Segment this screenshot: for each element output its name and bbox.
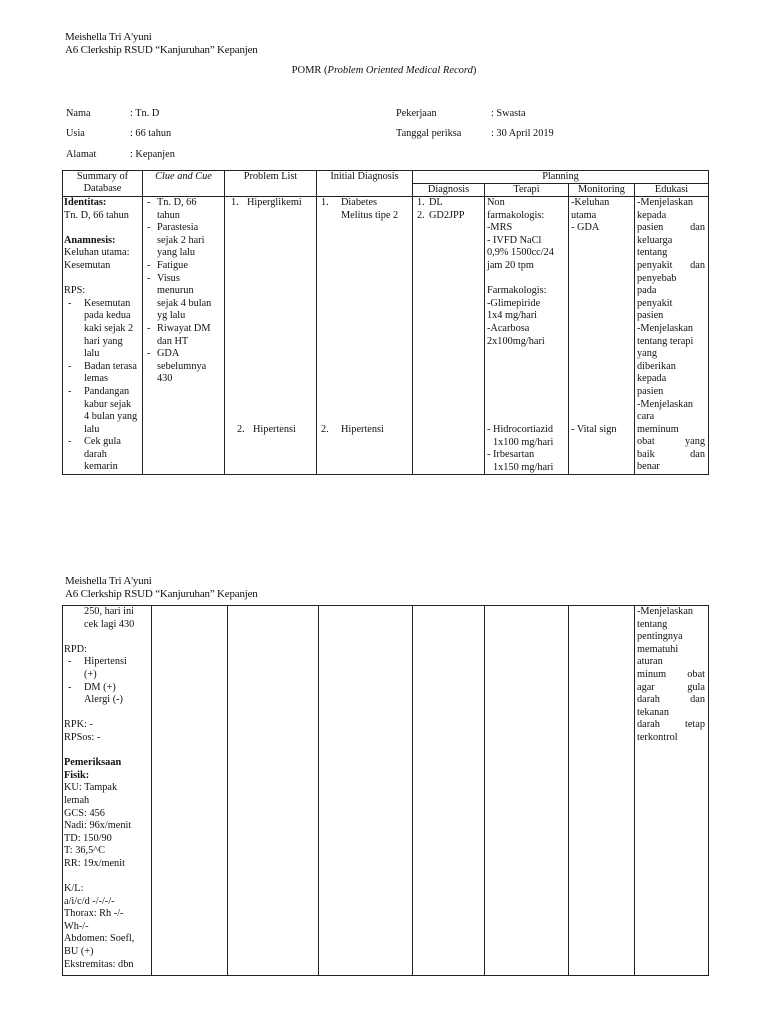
terapi-cell — [485, 197, 569, 475]
header-diagnosis — [413, 184, 485, 197]
usia-value: : 66 tahun — [130, 128, 172, 139]
text-line: lemah — [64, 794, 90, 806]
problem-list-cell-continued — [228, 606, 319, 976]
text-line: -MRS — [487, 222, 513, 234]
text-line: dan HT — [157, 335, 189, 347]
text-line: 250, hari ini — [84, 606, 135, 617]
text-line: jam 20 tpm — [487, 259, 534, 271]
text-line: - Visus — [157, 272, 180, 284]
clue-item — [143, 273, 224, 323]
text-line: GCS: 456 — [64, 807, 105, 819]
text-line: RR: 19x/menit — [64, 857, 125, 869]
text-line: Wh-/- — [64, 920, 89, 932]
text-line: -Menjelaskan — [637, 398, 694, 410]
text-line: pada — [637, 285, 657, 297]
text-line: 430 — [157, 373, 173, 385]
text-line: darah tetap — [637, 719, 705, 731]
text-line: a/i/c/d -/-/-/- — [64, 895, 115, 907]
header-planning — [413, 171, 709, 184]
text-line: farmakologis: — [487, 209, 545, 221]
rps-item — [64, 298, 142, 361]
text-line: tentang — [637, 247, 668, 259]
text-line: - DM (+) — [84, 681, 116, 693]
author-name: Meishella Tri A'yuni — [65, 31, 152, 43]
text-line: Summary of Database — [76, 171, 129, 194]
monitoring-vital-sign: - Vital sign — [571, 424, 617, 435]
text-line: DL — [429, 197, 443, 208]
text-line: -Glimepiride — [487, 297, 541, 309]
clue-item — [143, 348, 224, 386]
text-line: - Hipertensi — [84, 656, 127, 668]
text-line: pentingnya — [637, 631, 683, 643]
header-edukasi — [635, 184, 709, 197]
text-line: 0,9% 1500cc/24 — [487, 247, 554, 259]
text-line: darah dan — [637, 694, 705, 706]
text-line: 2. — [417, 209, 425, 221]
text-line: Initial Diagnosis — [330, 171, 399, 182]
pekerjaan-label: Pekerjaan — [396, 108, 437, 119]
text-line: 1. — [417, 197, 425, 208]
text-line: Planning — [542, 171, 579, 182]
terapi-hipertensi — [487, 424, 553, 474]
text-line: kepada — [637, 209, 667, 221]
text-line: Farmakologis: — [487, 285, 547, 297]
initial-diagnosis-cell-continued — [319, 606, 413, 976]
clue-item — [143, 197, 224, 222]
text-line: Hipertensi — [341, 424, 384, 435]
text-line: 1. — [321, 197, 329, 208]
text-line: pasien dan — [637, 222, 705, 234]
text-line: Fisik: — [64, 769, 90, 781]
text-line: - Tn. D, 66 — [157, 197, 197, 208]
text-line: RPD: — [64, 643, 87, 655]
monitoring-cell-continued — [569, 606, 635, 976]
text-line: Abdomen: Soefl, — [64, 933, 135, 945]
text-line: Monitoring — [578, 184, 625, 195]
text-line: Thorax: Rh -/- — [64, 908, 124, 920]
text-line: keluarga — [637, 234, 673, 246]
pekerjaan-value: : Swasta — [491, 108, 526, 119]
text-line: 2x100mg/hari — [487, 335, 545, 347]
text-line: cara — [637, 411, 655, 423]
rps-item — [64, 386, 142, 436]
summary-cell-continued — [63, 606, 152, 976]
text-line: - Parastesia — [157, 222, 199, 234]
tanggal-label: Tanggal periksa — [396, 128, 462, 139]
text-line: - Cek gula — [84, 436, 121, 448]
pomr-table-continued — [62, 605, 709, 976]
text-line: Nadi: 96x/menit — [64, 820, 132, 832]
initial-dx-item — [317, 424, 384, 437]
text-line: BU (+) — [64, 946, 94, 958]
clue-cue-cell — [143, 197, 225, 475]
clue-item — [143, 260, 224, 273]
text-line: penyakit — [637, 297, 673, 309]
text-line: Pemeriksaan — [64, 757, 122, 769]
author-name-page2: Meishella Tri A'yuni — [65, 575, 152, 587]
rps-item — [64, 361, 142, 386]
nama-label: Nama — [66, 108, 91, 119]
text-line: minum obat — [637, 668, 705, 680]
text-line: - Riwayat DM — [157, 322, 211, 334]
text-line: Problem Oriented Medical Record — [327, 65, 473, 76]
text-line: - GDA — [157, 348, 180, 360]
text-line: -Menjelaskan — [637, 606, 694, 617]
clerkship-line-page2: A6 Clerkship RSUD “Kanjuruhan” Kepanjen — [65, 588, 258, 600]
text-line: yang — [637, 348, 658, 360]
initial-diagnosis-cell — [317, 197, 413, 475]
text-line: yg lalu — [157, 310, 186, 322]
usia-label: Usia — [66, 128, 85, 139]
text-line: - Kesemutan — [84, 297, 131, 309]
text-line: 2. — [321, 424, 329, 435]
text-line: 4 bulan yang — [84, 411, 138, 423]
text-line: Alergi (-) — [84, 694, 123, 706]
text-line: (+) — [84, 668, 97, 680]
text-line: -Keluhan — [571, 197, 610, 208]
text-line: cek lagi 430 — [84, 618, 135, 630]
text-line: sebelumnya — [157, 360, 207, 372]
text-line: kemarin — [84, 461, 118, 473]
text-line: utama — [571, 209, 597, 221]
text-line: POMR ( — [291, 65, 328, 76]
clue-cue-cell-continued — [152, 606, 228, 976]
text-line: Non — [487, 197, 505, 208]
text-line: - GDA — [571, 222, 600, 234]
rps-item — [64, 436, 142, 474]
text-line: tentang — [637, 618, 668, 630]
text-line: -Menjelaskan — [637, 322, 694, 334]
text-line: benar — [637, 461, 660, 473]
text-line: Kesemutan — [64, 259, 111, 271]
text-line: Diagnosis — [427, 184, 470, 195]
text-line: Hiperglikemi — [247, 197, 302, 208]
text-line: sejak 4 bulan — [157, 297, 212, 309]
clue-item — [143, 323, 224, 348]
monitoring-cell — [569, 197, 635, 475]
text-line: kabur sejak — [84, 398, 132, 410]
tanggal-value: : 30 April 2019 — [491, 128, 554, 139]
text-line: TD: 150/90 — [64, 832, 112, 844]
text-line: Problem List — [243, 171, 298, 182]
alamat-label: Alamat — [66, 149, 97, 160]
text-line: K/L: — [64, 883, 84, 895]
text-line: lemas — [84, 373, 109, 385]
text-line: Keluhan utama: — [64, 247, 130, 259]
rpd-item — [64, 656, 151, 681]
text-line: Melitus tipe 2 — [341, 209, 399, 221]
text-line: -Acarbosa — [487, 322, 530, 334]
text-line: 1x150 mg/hari — [493, 461, 554, 473]
text-line: Clue and Cue — [155, 171, 212, 182]
edukasi-cell — [635, 197, 709, 475]
text-line: yang lalu — [157, 247, 196, 259]
terapi-cell-continued — [485, 606, 569, 976]
pomr-table — [62, 170, 709, 475]
text-line: terkontrol — [637, 731, 678, 743]
plan-dx-item — [413, 210, 484, 223]
document-title — [0, 65, 768, 76]
header-clue-cue — [143, 171, 225, 197]
problem-item — [227, 197, 316, 210]
text-line: - IVFD NaCl — [487, 234, 542, 246]
text-line: RPS: — [64, 285, 86, 297]
header-summary — [63, 171, 143, 197]
text-line: aturan — [637, 656, 663, 668]
plan-diagnosis-cell-continued — [413, 606, 485, 976]
text-line: diberikan — [637, 360, 676, 372]
text-line: Tn. D, 66 tahun — [64, 209, 129, 221]
text-line: baik dan — [637, 448, 705, 460]
text-line: KU: Tampak — [64, 782, 118, 794]
text-line: pada kedua — [84, 310, 131, 322]
text-line: obat yang — [637, 436, 705, 448]
rpd-item — [64, 682, 151, 707]
text-line: RPK: - — [64, 719, 93, 731]
text-line: menurun — [157, 285, 194, 297]
text-line: Edukasi — [654, 184, 689, 195]
text-line: GD2JPP — [429, 209, 465, 221]
text-line: 1. — [231, 197, 239, 208]
clerkship-line: A6 Clerkship RSUD “Kanjuruhan” Kepanjen — [65, 44, 258, 56]
text-line: tentang terapi — [637, 335, 694, 347]
text-line: T: 36,5^C — [64, 845, 105, 857]
text-line: RPSos: - — [64, 731, 101, 743]
clue-item — [143, 222, 224, 260]
text-line: agar gula — [637, 681, 705, 693]
header-initial-diagnosis — [317, 171, 413, 197]
text-line: - Badan terasa — [84, 360, 137, 372]
text-line: Identitas: — [64, 197, 107, 208]
header-terapi — [485, 184, 569, 197]
text-line: sejak 2 hari — [157, 234, 205, 246]
text-line: mematuhi — [637, 643, 679, 655]
edukasi-cell-continued — [635, 606, 709, 976]
text-line: kepada — [637, 373, 667, 385]
text-line: - Hidrocortiazid — [487, 424, 554, 435]
text-line: - Irbesartan — [487, 449, 535, 461]
text-line: penyebab — [637, 272, 677, 284]
problem-list-cell — [225, 197, 317, 475]
text-line: Terapi — [513, 184, 540, 195]
text-line: 2. — [237, 424, 245, 435]
text-line: -Menjelaskan — [637, 197, 694, 208]
text-line: pasien — [637, 310, 664, 322]
text-line: - Fatigue — [157, 259, 188, 271]
text-line: meminum — [637, 423, 679, 435]
text-line: Ekstremitas: dbn — [64, 958, 134, 970]
text-line: - Pandangan — [84, 385, 130, 397]
text-line: pasien — [637, 385, 664, 397]
initial-dx-item — [317, 197, 412, 222]
text-line: hari yang — [84, 335, 123, 347]
text-line: Diabetes — [341, 197, 378, 208]
text-line: Anamnesis: — [64, 234, 116, 246]
text-line: 1x4 mg/hari — [487, 310, 538, 322]
text-line: lalu — [84, 348, 100, 360]
alamat-value: : Kepanjen — [130, 149, 175, 160]
plan-diagnosis-cell — [413, 197, 485, 475]
text-line: lalu — [84, 423, 100, 435]
problem-item — [233, 424, 296, 437]
text-line: Hipertensi — [253, 424, 296, 435]
nama-value: : Tn. D — [130, 108, 160, 119]
text-line: 1x100 mg/hari — [493, 436, 554, 448]
header-monitoring — [569, 184, 635, 197]
header-problem-list — [225, 171, 317, 197]
text-line: tahun — [157, 209, 180, 221]
text-line: kaki sejak 2 — [84, 322, 134, 334]
text-line: penyakit dan — [637, 259, 705, 271]
text-line: ) — [472, 65, 477, 76]
text-line: tekanan — [637, 706, 670, 718]
text-line: darah — [84, 448, 107, 460]
summary-cell — [63, 197, 143, 475]
plan-dx-item — [413, 197, 484, 210]
